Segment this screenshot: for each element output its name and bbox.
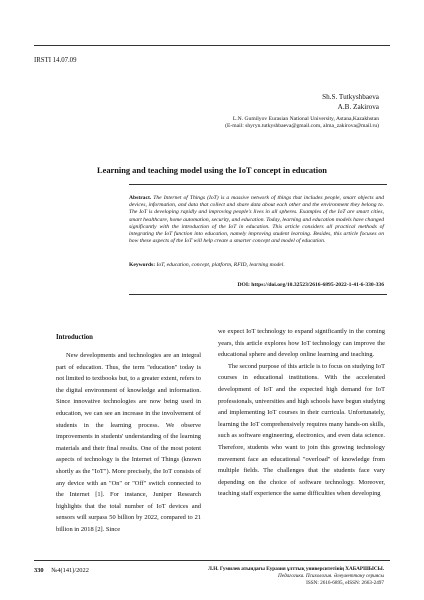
body-paragraph: New developments and technologies are an integral part of education. Thus, the term "education" today is not limited to textbooks but, to a greater extent, refers to the digital environment of knowledge and information. Since innovative technologies are now being used in education, we can see an increase in the involvement of students in the learning process. We observe improvements in students' understanding of the learning materials and their final results. One of the most potent aspects of technology is the Internet of Things (known shortly as the "IoT"). More precisely, the IoT consists of any device with an "On" or "Off" switch connected to the Internet [1]. For instance, Juniper Research highlights that the total number of IoT devices and sensors will surpass 50 billion by 2022, compared to 21 billion in 2018 [2]. Since [56, 352, 201, 533]
footer-left [34, 567, 89, 574]
right-column [218, 326, 385, 500]
affiliation-university: L.N. Gumilyov Eurasian National University, Astana,Kazakhstan [232, 116, 379, 122]
keywords-text: IoT, education, concept, platform, RFID, learning model. [156, 262, 285, 268]
doi-rule [129, 294, 387, 295]
header-rule [34, 45, 390, 46]
page-number: 330 [34, 567, 44, 574]
keywords-label: Keywords: [129, 262, 156, 268]
keywords-block [129, 262, 384, 269]
body-paragraph: The second purpose of this article is to focus on studying IoT courses in educational institutions. With the accelerated development of IoT and the expected high demand for IoT professionals, universities and high schools have begun studying and implementing IoT courses in their curricula. Unfortunately, learning the IoT comprehensively requires many hands-on skills, such as software engineering, electronics, and even data science. Therefore, students who want to join this growing technology movement face an educational "overload" of knowledge from multiple fields. The challenges that the students face vary depending on the choice of software technology. Moreover, teaching staff experience the same difficulties when developing [218, 362, 385, 498]
journal-series: Педагогика. Психология. Әлеуметтану сериясы [278, 573, 384, 580]
intro-heading: Introduction [56, 334, 93, 341]
journal-issn: ISSN: 2616-6895, eISSN: 2663-2497 [306, 580, 384, 587]
author-name: Sh.S. Tutkyshbaeva [322, 93, 379, 101]
footer-journal [208, 566, 384, 588]
doi-link[interactable]: DOI: https://doi.org/10.32523/2616-6895-2022-1-41-6-330-336 [237, 282, 384, 288]
issue-number: №4(141)/2022 [51, 567, 89, 574]
affiliation-email: (E-mail: shyryn.tutkyshbaeva@gmail.com, alma_zakirova@mail.ru) [225, 123, 379, 130]
author-name: A.B. Zakirova [337, 102, 379, 111]
body-paragraph: we expect IoT technology to expand significantly in the coming years, this article explores how IoT technology can improve the educational sphere and develop online learning and teaching. [218, 328, 385, 359]
footer-rule [34, 560, 390, 561]
title-rule-top [129, 184, 387, 185]
abstract-text: The Internet of Things (IoT) is a massive network of things that includes people, smart objects and devices, information, and data that collect and share data about each other and the environment they belong to. The IoT is developing rapidly and improving people's lives in all spheres. Examples of the IoT are smart cities, smart healthcare, home automation, security, and education. Today, learning and education models have changed significantly with the introduction of the IoT in education. This article considers all practical methods of integrating the IoT function into education, namely improving student learning. Besides, this article focuses on how these aspects of the IoT will help create a smarter concept and model of education. [129, 195, 384, 245]
affiliation-block [225, 116, 379, 131]
journal-name: Л.Н. Гумилев атындағы Еуразия ұлттық университетінің ХАБАРШЫСЫ. [208, 566, 384, 572]
paper-title: Learning and teaching model using the IoT concept in education [97, 166, 327, 175]
left-column [56, 350, 201, 536]
abstract-label: Abstract. [129, 195, 152, 201]
authors-block [322, 93, 379, 112]
irsti-code: IRSTI 14.07.09 [34, 57, 77, 64]
abstract-block [129, 195, 384, 245]
